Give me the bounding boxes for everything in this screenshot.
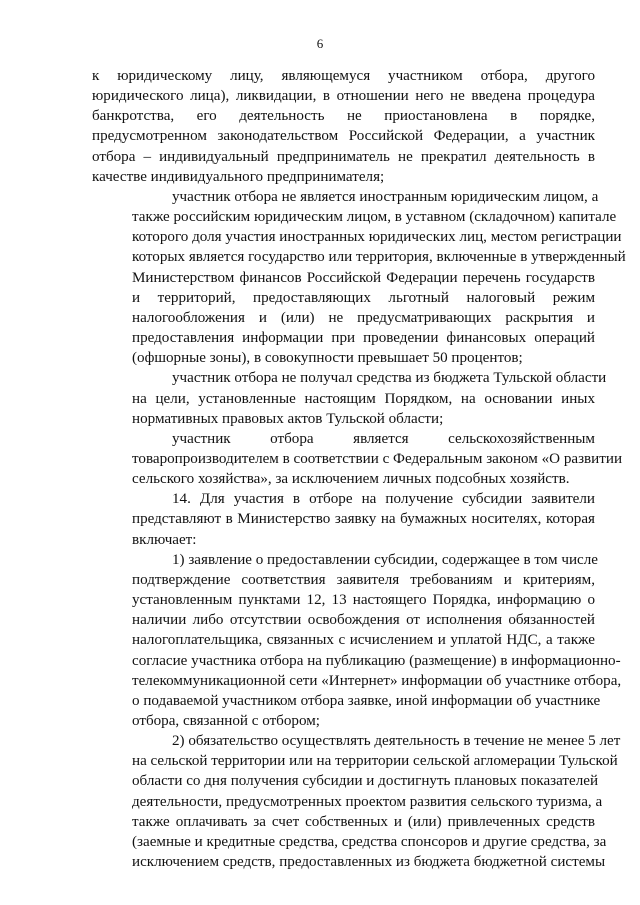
text-line: также оплачивать за счет собственных и (или) привлеченных средств (132, 813, 595, 830)
text-line: предусмотренном законодательством Российской Федерации, а участник (92, 128, 595, 145)
text-line: области со дня получения субсидии и достигнуть плановых показателей (132, 773, 599, 790)
paragraph (92, 187, 626, 368)
paragraph (92, 368, 607, 428)
text-line: телекоммуникационной сети «Интернет» информации об участнике отбора, (132, 672, 622, 689)
text-line: деятельности, предусмотренных проектом развития сельского туризма, а (132, 793, 603, 810)
text-line: юридического лица), ликвидации, в отношении него не введена процедура (92, 88, 595, 105)
text-line: товаропроизводителем в соответствии с Федеральным законом «О развитии (132, 450, 623, 467)
paragraph (92, 550, 622, 731)
text-line: участник отбора не является иностранным юридическим лицом, а (172, 188, 599, 205)
text-line: 2) обязательство осуществлять деятельность в течение не менее 5 лет (172, 733, 621, 750)
text-line: Министерством финансов Российской Федерации перечень государств (132, 269, 595, 286)
text-line: на цели, установленные настоящим Порядком, на основании иных (132, 390, 595, 407)
text-line: исключением средств, предоставленных из бюджета бюджетной системы (132, 854, 606, 871)
paragraph (92, 66, 595, 187)
text-line: (офшорные зоны), в совокупности превышает 50 процентов; (132, 350, 523, 367)
text-line: отбора – индивидуальный предприниматель не прекратил деятельность в (92, 148, 595, 165)
text-line: установленным пунктами 12, 13 настоящего Порядка, информацию о (132, 592, 595, 609)
text-line: (заемные и кредитные средства, средства спонсоров и другие средства, за (132, 833, 607, 850)
text-line: наличии либо отсутствии освобождения от исполнения обязанностей (132, 612, 595, 629)
text-line: и территорий, предоставляющих льготный налоговый режим (132, 289, 595, 306)
text-line: качестве индивидуального предпринимателя; (92, 168, 385, 185)
paragraph (92, 489, 595, 549)
text-line: нормативных правовых актов Тульской области; (132, 410, 444, 427)
text-line: 1) заявление о предоставлении субсидии, содержащее в том числе (172, 551, 598, 568)
text-line: к юридическому лицу, являющемуся участником отбора, другого (92, 68, 595, 84)
text-line: которого доля участия иностранных юридических лиц, местом регистрации (132, 229, 622, 246)
text-line: также российским юридическим лицом, в уставном (складочном) капитале (132, 209, 617, 226)
text-line: налогоплательщика, связанных с исчислением и уплатой НДС, а также (132, 632, 595, 649)
text-line: банкротства, его деятельность не приостановлена в порядке, (92, 108, 595, 125)
text-line: подтверждение соответствия заявителя требованиям и критериям, (132, 571, 595, 588)
text-line: включает: (132, 531, 197, 548)
paragraph (92, 731, 621, 872)
text-line: представляют в Министерство заявку на бумажных носителях, которая (132, 511, 595, 528)
text-line: которых является государство или территория, включенные в утвержденный (132, 249, 626, 266)
text-line: участник отбора не получал средства из бюджета Тульской области (172, 370, 607, 387)
paragraph (92, 429, 623, 489)
text-line: отбора, связанной с отбором; (132, 713, 320, 729)
text-line: на сельской территории или на территории сельской агломерации Тульской (132, 753, 618, 770)
page-number: 6 (316, 36, 324, 51)
text-line: участник отбора является сельскохозяйственным (172, 430, 595, 447)
text-line: сельского хозяйства», за исключением личных подсобных хозяйств. (132, 471, 570, 488)
text-line: согласие участника отбора на публикацию (размещение) в информационно- (132, 652, 621, 669)
text-line: предоставления информации при проведении финансовых операций (132, 330, 595, 347)
text-line: 14. Для участия в отборе на получение субсидии заявители (172, 491, 595, 508)
document-body (92, 66, 626, 872)
text-line: о подаваемой участником отбора заявке, иной информации об участнике (132, 692, 601, 709)
text-line: налогообложения и (или) не предусматривающих раскрытия и (132, 309, 595, 326)
